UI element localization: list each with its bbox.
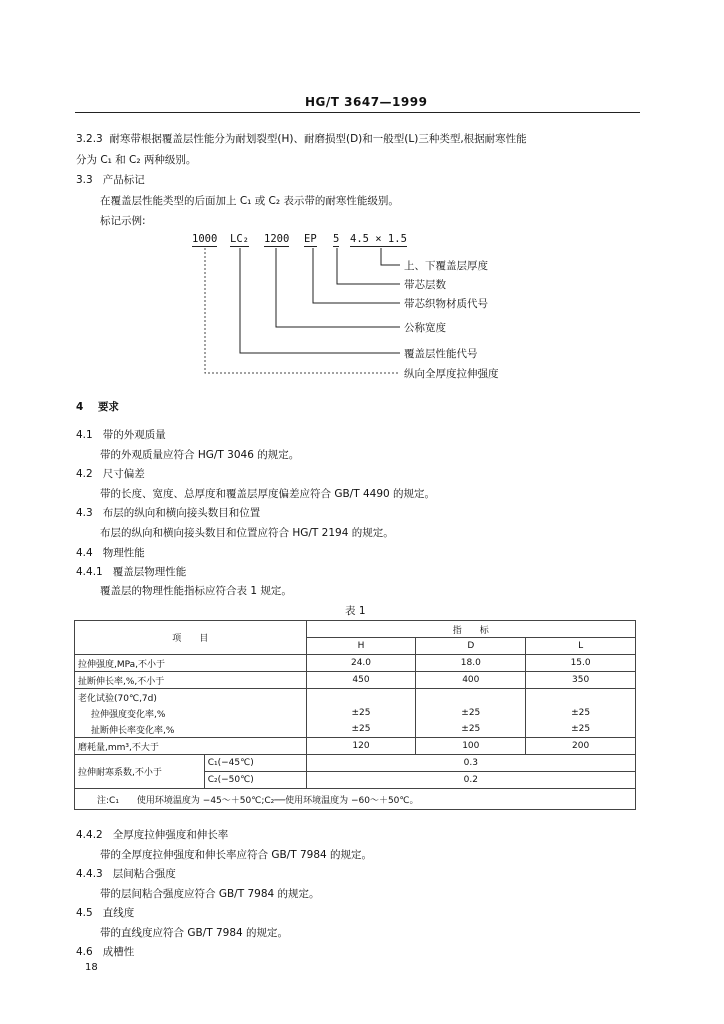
marking-label: 公称宽度	[404, 322, 446, 334]
section-title: 覆盖层物理性能	[112, 566, 187, 578]
table-row	[75, 655, 636, 672]
section-number: 4.4.1	[76, 566, 103, 578]
marking-token: EP	[304, 233, 317, 245]
section-title: 带的外观质量	[102, 429, 166, 441]
table-note: 注:C₁ 使用环境温度为 −45～＋50℃;C₂──使用环境温度为 −60～＋50℃。	[75, 789, 636, 810]
paragraph-line: 耐寒带根据覆盖层性能分为耐划裂型(H)、耐磨损型(D)和一般型(L)三种类型,根据耐寒性能	[109, 133, 527, 145]
paragraph-line: 带的层间粘合强度应符合 GB/T 7984 的规定。	[100, 888, 320, 900]
paragraph-line: 带的全厚度拉伸强度和伸长率应符合 GB/T 7984 的规定。	[100, 849, 373, 861]
section-4-4-3-heading	[76, 866, 176, 881]
section-number: 4.5	[76, 907, 93, 919]
table-header-index: 指 标	[306, 621, 635, 638]
table-cell: 200	[526, 738, 636, 755]
table-cell: ±25	[526, 705, 636, 721]
paragraph-line: 覆盖层的物理性能指标应符合表 1 规定。	[100, 585, 292, 597]
marking-label: 覆盖层性能代号	[404, 348, 478, 360]
table-cell	[526, 689, 636, 706]
table-cell: 350	[526, 672, 636, 689]
table-cell: 0.3	[306, 755, 635, 772]
table-cell: 24.0	[306, 655, 416, 672]
table-caption: 表 1	[345, 605, 366, 617]
table-col-header: D	[416, 638, 526, 655]
table-cell: ±25	[306, 721, 416, 738]
section-4-4-2-heading	[76, 827, 228, 842]
table-cell: C₁(−45℃)	[204, 755, 306, 772]
table-row-label: 拉伸强度变化率,%	[75, 705, 307, 721]
section-number: 4	[76, 401, 84, 413]
table-col-header: L	[526, 638, 636, 655]
section-4-4-heading	[76, 545, 145, 560]
paragraph-line: 分为 C₁ 和 C₂ 两种级别。	[76, 154, 197, 166]
table-row	[75, 705, 636, 721]
section-number: 3.2.3	[76, 133, 103, 145]
marking-example	[0, 233, 724, 249]
marking-label: 上、下覆盖层厚度	[404, 260, 488, 272]
page-number: 18	[85, 962, 98, 973]
table-cell: C₂(−50℃)	[204, 772, 306, 789]
section-number: 3.3	[76, 174, 93, 186]
marking-label: 带芯织物材质代号	[404, 298, 488, 310]
paragraph-line: 带的直线度应符合 GB/T 7984 的规定。	[100, 927, 289, 939]
marking-token: 1200	[264, 233, 290, 245]
table-row-label: 老化试验(70℃,7d)	[75, 689, 307, 706]
section-number: 4.4.2	[76, 829, 103, 841]
example-label: 标记示例:	[100, 215, 146, 227]
table-cell: 18.0	[416, 655, 526, 672]
section-4-6-heading	[76, 944, 134, 959]
table-cell: 0.2	[306, 772, 635, 789]
table-row	[75, 738, 636, 755]
table-cell: ±25	[526, 721, 636, 738]
section-number: 4.2	[76, 468, 93, 480]
section-title: 成槽性	[102, 946, 135, 958]
table-row	[75, 721, 636, 738]
marking-token: 5	[333, 233, 340, 245]
section-4-2-heading	[76, 466, 145, 481]
section-4-3-heading	[76, 505, 260, 520]
table-cell: 450	[306, 672, 416, 689]
section-number: 4.6	[76, 946, 93, 958]
table-header-row	[75, 621, 636, 638]
page-header: HG/T 3647—1999	[305, 95, 428, 109]
marking-label: 带芯层数	[404, 279, 446, 291]
section-number: 4.1	[76, 429, 93, 441]
table-cell: ±25	[416, 721, 526, 738]
section-title: 物理性能	[102, 547, 145, 559]
table-cell: 400	[416, 672, 526, 689]
section-number: 4.3	[76, 507, 93, 519]
table-row-label: 磨耗量,mm³,不大于	[75, 738, 307, 755]
table-cell: ±25	[416, 705, 526, 721]
section-4-4-1-heading	[76, 564, 186, 579]
table-row	[75, 689, 636, 706]
table-col-header: H	[306, 638, 416, 655]
table-cell: 100	[416, 738, 526, 755]
section-number: 4.4.3	[76, 868, 103, 880]
table-1	[74, 620, 636, 810]
table-row-label: 扯断伸长率变化率,%	[75, 721, 307, 738]
section-number: 4.4	[76, 547, 93, 559]
table-row-label: 拉伸强度,MPa,不小于	[75, 655, 307, 672]
paragraph-line: 在覆盖层性能类型的后面加上 C₁ 或 C₂ 表示带的耐寒性能级别。	[100, 195, 399, 207]
marking-token: 1000	[192, 233, 218, 245]
paragraph-line: 带的外观质量应符合 HG/T 3046 的规定。	[100, 449, 300, 461]
table-row	[75, 755, 636, 772]
section-title: 布层的纵向和横向接头数目和位置	[102, 507, 261, 519]
table-cell	[306, 689, 416, 706]
section-title: 全厚度拉伸强度和伸长率	[112, 829, 229, 841]
paragraph-line: 带的长度、宽度、总厚度和覆盖层厚度偏差应符合 GB/T 4490 的规定。	[100, 488, 436, 500]
marking-label: 纵向全厚度拉伸强度	[404, 368, 499, 380]
table-row-label: 拉伸耐寒系数,不小于	[75, 755, 205, 789]
marking-token: LC₂	[230, 233, 249, 245]
table-cell: 15.0	[526, 655, 636, 672]
table-row-label: 扯断伸长率,%,不小于	[75, 672, 307, 689]
table-cell: 120	[306, 738, 416, 755]
section-title: 层间粘合强度	[112, 868, 176, 880]
table-header-item: 项 目	[75, 621, 307, 655]
section-4-5-heading	[76, 905, 134, 920]
marking-diagram	[0, 0, 724, 400]
marking-token: 4.5 × 1.5	[350, 233, 407, 245]
table-note-row	[75, 789, 636, 810]
paragraph-line: 布层的纵向和横向接头数目和位置应符合 HG/T 2194 的规定。	[100, 527, 394, 539]
section-title: 产品标记	[102, 174, 145, 186]
section-title: 直线度	[102, 907, 135, 919]
table-cell: ±25	[306, 705, 416, 721]
marking-connector-lines	[0, 0, 724, 400]
section-title: 尺寸偏差	[102, 468, 145, 480]
section-title: 要求	[97, 401, 119, 413]
table-cell	[416, 689, 526, 706]
section-4-heading	[76, 399, 119, 414]
table-row	[75, 672, 636, 689]
section-4-1-heading	[76, 427, 166, 442]
